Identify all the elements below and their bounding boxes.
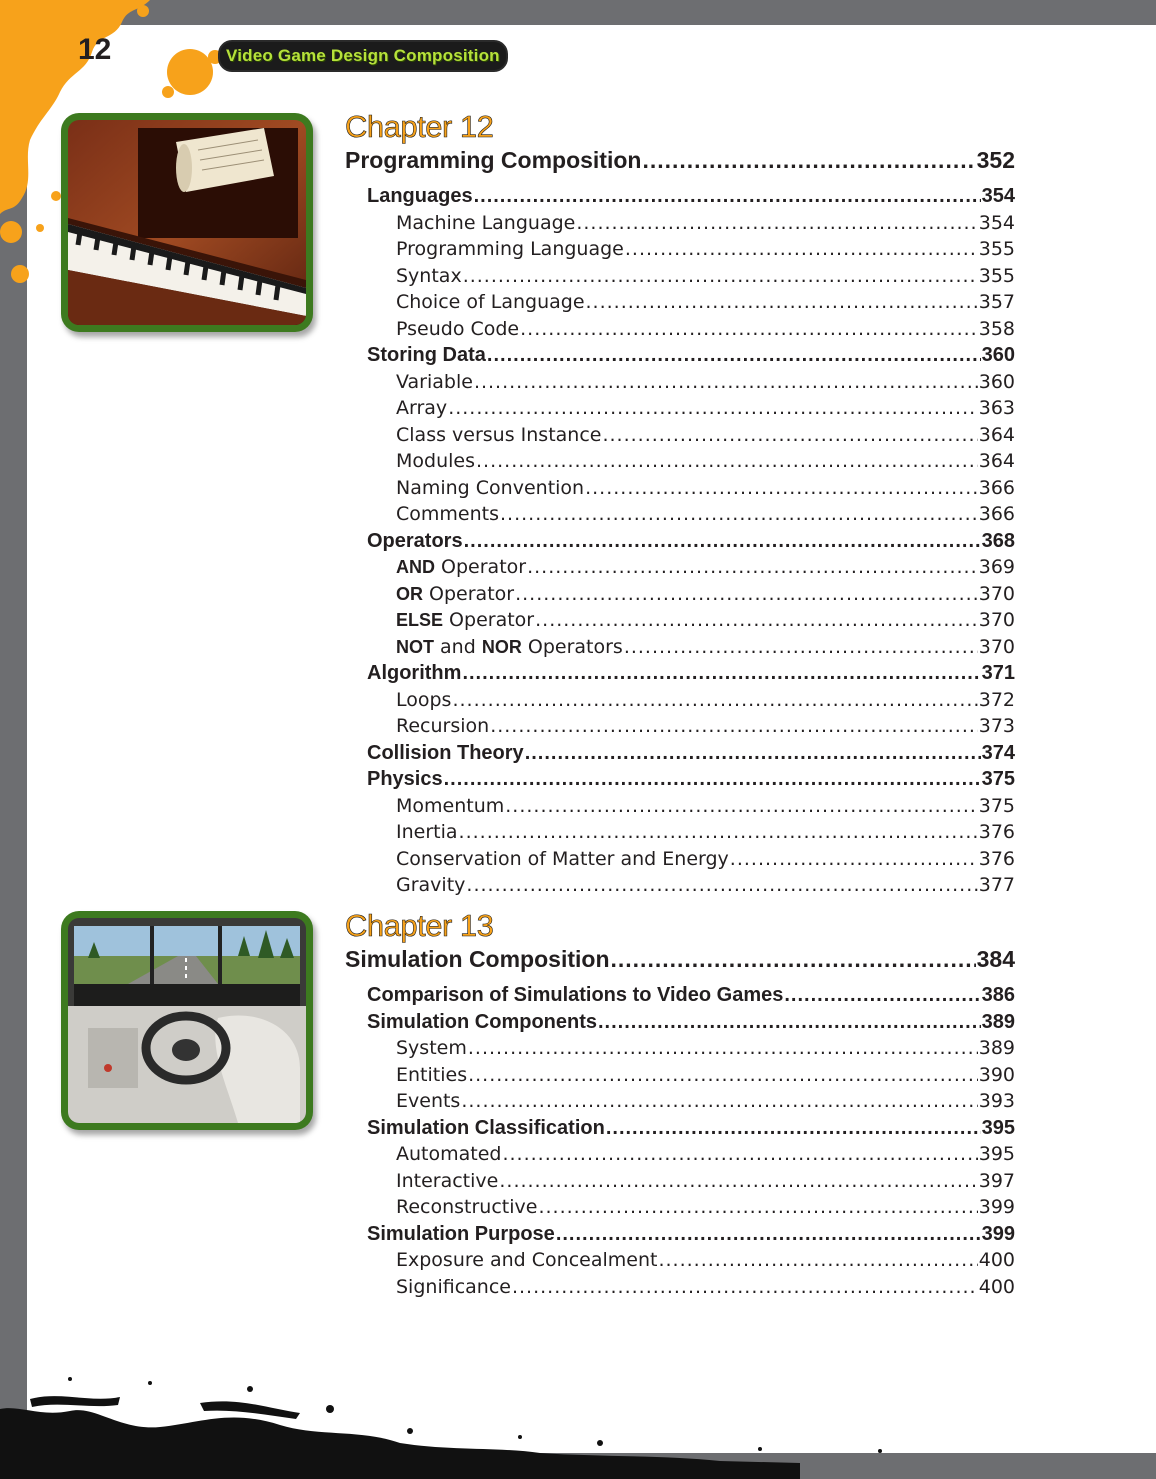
- toc-entry-title: [396, 369, 473, 396]
- toc-entry-page: 370: [978, 582, 1015, 605]
- toc-entry-text: Modules: [396, 450, 475, 472]
- toc-entry-page: 371: [981, 662, 1015, 684]
- toc-entry-text: Choice of Language: [396, 291, 585, 313]
- leader-dots: [624, 634, 978, 661]
- toc-entry-page: 357: [978, 291, 1015, 313]
- toc-subsection-row[interactable]: [345, 1088, 1015, 1115]
- toc-entry-title: [396, 1274, 511, 1301]
- toc-entry-page: 393: [978, 1090, 1015, 1112]
- toc-entry-text: Algorithm: [367, 662, 462, 684]
- leader-dots: [461, 1088, 977, 1115]
- leader-dots: [625, 236, 978, 263]
- leader-dots: [487, 342, 981, 369]
- toc-entry-page: 377: [978, 874, 1015, 896]
- toc-entry-text: Simulation Purpose: [367, 1222, 555, 1245]
- toc-entry-page: 389: [978, 1037, 1015, 1059]
- toc-entry-text: Conservation of Matter and Energy: [396, 847, 729, 870]
- leader-dots: [535, 607, 978, 634]
- toc-entry-title: [396, 819, 458, 846]
- leader-dots: [500, 501, 978, 528]
- toc-entry-title: [367, 766, 443, 793]
- toc-section-row[interactable]: [345, 1115, 1015, 1142]
- toc-entry-page: 360: [981, 344, 1015, 366]
- toc-subsection-row[interactable]: [345, 846, 1015, 873]
- toc-entry-page: 354: [981, 185, 1015, 207]
- toc-subsection-row[interactable]: [345, 713, 1015, 740]
- toc-subsection-row[interactable]: [345, 1274, 1015, 1301]
- toc-entry-page: 368: [981, 529, 1015, 552]
- toc-entry-page: 366: [978, 503, 1015, 525]
- toc-entry-text: System: [396, 1037, 467, 1059]
- leader-dots: [499, 1168, 977, 1195]
- toc-entry-text: Operator: [443, 609, 535, 631]
- leader-dots: [598, 1009, 981, 1036]
- toc-entry-title: [367, 528, 463, 555]
- operator-keyword: OR: [396, 583, 423, 604]
- driving-simulator-image: [68, 918, 306, 1123]
- toc-subsection-row[interactable]: [345, 1194, 1015, 1221]
- leader-dots: [476, 448, 978, 475]
- toc-entry-page: 399: [981, 1222, 1015, 1245]
- toc-entry-title: [396, 1194, 537, 1221]
- toc-entry-text: and: [434, 635, 482, 658]
- toc-subsection-row[interactable]: [345, 289, 1015, 316]
- toc-entry-text: Variable: [396, 370, 473, 393]
- toc-entry-title: [396, 634, 623, 661]
- toc-entry-title: [396, 1141, 501, 1168]
- toc-entry-page: 358: [978, 317, 1015, 340]
- leader-dots: [538, 1194, 977, 1221]
- toc-entry-title: [396, 395, 447, 422]
- toc-entry-title: [396, 713, 489, 740]
- toc-section-row[interactable]: [345, 660, 1015, 687]
- toc-entry-text: Syntax: [396, 264, 462, 287]
- toc-entry-text: Events: [396, 1090, 461, 1112]
- chapter-12-entries: [345, 177, 1015, 899]
- toc-entry-page: 397: [978, 1169, 1015, 1192]
- chapter-12-page: 352: [976, 147, 1015, 173]
- toc-entry-page: 355: [978, 264, 1015, 287]
- leader-dots: [474, 183, 981, 210]
- toc-entry-title: [396, 872, 465, 899]
- toc-subsection-row[interactable]: [345, 554, 1015, 581]
- toc-entry-page: 370: [978, 609, 1015, 631]
- leader-dots: [466, 872, 977, 899]
- toc-subsection-row[interactable]: [345, 263, 1015, 290]
- toc-entry-text: Automated: [396, 1143, 502, 1165]
- leader-dots: [602, 422, 977, 449]
- toc-entry-page: 376: [978, 821, 1015, 843]
- toc-entry-title: [367, 183, 473, 210]
- toc-subsection-row[interactable]: [345, 687, 1015, 714]
- toc-subsection-row[interactable]: [345, 1168, 1015, 1195]
- chapter-13-page: 384: [976, 946, 1015, 972]
- toc-entry-text: Languages: [367, 185, 473, 207]
- toc-entry-text: Storing Data: [367, 344, 486, 366]
- toc-entry-text: Recursion: [396, 715, 490, 737]
- leader-dots: [658, 1247, 977, 1274]
- leader-dots: [474, 369, 978, 396]
- toc-entry-text: Machine Language: [396, 211, 576, 234]
- toc-entry-page: 372: [978, 688, 1015, 711]
- toc-entry-title: [396, 581, 514, 608]
- toc-entry-page: 373: [978, 715, 1015, 737]
- toc-entry-text: Simulation Classification: [367, 1116, 605, 1139]
- toc-subsection-row[interactable]: [345, 1035, 1015, 1062]
- leader-dots: [452, 687, 977, 714]
- toc-entry-text: Loops: [396, 688, 452, 711]
- chapter-12-title: Programming Composition: [345, 147, 642, 173]
- toc-section-row[interactable]: [345, 1009, 1015, 1036]
- toc-entry-page: 369: [978, 556, 1015, 578]
- toc-entry-title: [367, 1221, 555, 1248]
- leader-dots: [515, 581, 978, 608]
- toc-entry-text: Programming Language: [396, 238, 624, 260]
- toc-entry-page: 395: [978, 1143, 1015, 1165]
- operator-keyword: NOR: [481, 636, 522, 657]
- toc-entry-title: [367, 1009, 597, 1036]
- toc-entry-title: [396, 554, 526, 581]
- toc-section-row[interactable]: [345, 982, 1015, 1009]
- toc-entry-title: [396, 422, 601, 449]
- toc-entry-title: [396, 448, 475, 475]
- toc-entry-page: 364: [978, 450, 1015, 472]
- toc-entry-title: [396, 793, 504, 820]
- toc-entry-text: Exposure and Concealment: [396, 1249, 658, 1271]
- toc-entry-page: 386: [981, 984, 1015, 1006]
- leader-dots: [448, 395, 978, 422]
- toc-entry-text: Array: [396, 397, 448, 419]
- toc-subsection-row[interactable]: [345, 1062, 1015, 1089]
- toc-entry-text: Class versus Instance: [396, 423, 602, 446]
- toc-entry-title: [396, 1062, 467, 1089]
- toc-section-row[interactable]: [345, 740, 1015, 767]
- toc-entry-page: 390: [978, 1063, 1015, 1086]
- toc-entry-page: 400: [978, 1249, 1015, 1271]
- toc-entry-page: 366: [978, 476, 1015, 499]
- toc-entry-title: [396, 316, 519, 343]
- leader-dots: [502, 1141, 977, 1168]
- toc-entry-title: [396, 846, 729, 873]
- operator-keyword: AND: [396, 557, 435, 577]
- toc-entry-text: Gravity: [396, 874, 466, 896]
- toc-subsection-row[interactable]: [345, 210, 1015, 237]
- toc-entry-title: [396, 607, 534, 634]
- toc-entry-text: Significance: [396, 1275, 511, 1298]
- player-piano-image: [68, 120, 306, 325]
- toc-subsection-row[interactable]: [345, 369, 1015, 396]
- leader-dots: [642, 144, 975, 177]
- chapter-12-label: Chapter 12: [345, 109, 494, 144]
- toc-entry-page: 376: [978, 847, 1015, 870]
- toc-entry-text: Inertia: [396, 821, 458, 843]
- toc-section-row[interactable]: [345, 342, 1015, 369]
- toc-entry-title: [396, 1168, 498, 1195]
- toc-subsection-row[interactable]: [345, 607, 1015, 634]
- leader-dots: [464, 528, 981, 555]
- toc-subsection-row[interactable]: [345, 236, 1015, 263]
- toc-entry-text: Entities: [396, 1063, 468, 1086]
- toc-entry-text: Physics: [367, 768, 443, 790]
- toc-entry-title: [396, 501, 499, 528]
- toc-entry-title: [367, 342, 486, 369]
- toc-entry-text: Simulation Components: [367, 1010, 597, 1033]
- toc-entry-text: Reconstructive: [396, 1196, 538, 1218]
- leader-dots: [490, 713, 978, 740]
- toc-entry-page: 364: [978, 423, 1015, 446]
- toc-entry-page: 355: [978, 238, 1015, 260]
- toc-section-row[interactable]: [345, 1221, 1015, 1248]
- leader-dots: [611, 943, 976, 976]
- toc-subsection-row[interactable]: [345, 581, 1015, 608]
- toc-subsection-row[interactable]: [345, 422, 1015, 449]
- toc-entry-text: Interactive: [396, 1169, 499, 1192]
- toc-section-row[interactable]: [345, 766, 1015, 793]
- leader-dots: [606, 1115, 981, 1142]
- toc-entry-text: Comments: [396, 503, 499, 525]
- toc-section-row[interactable]: [345, 528, 1015, 555]
- toc-entry-page: 363: [978, 397, 1015, 419]
- leader-dots: [444, 766, 981, 793]
- leader-dots: [585, 475, 978, 502]
- toc-subsection-row[interactable]: [345, 1141, 1015, 1168]
- toc-subsection-row[interactable]: [345, 793, 1015, 820]
- toc-entry-text: Pseudo Code: [396, 317, 520, 340]
- toc-entry-title: [396, 1247, 657, 1274]
- toc-subsection-row[interactable]: [345, 819, 1015, 846]
- black-grunge-border: [0, 1339, 1156, 1479]
- chapter-12-contents: [345, 110, 1015, 899]
- book-title: Video Game Design Composition: [226, 46, 500, 65]
- toc-entry-page: 370: [978, 635, 1015, 658]
- toc-entry-page: 374: [981, 741, 1015, 764]
- leader-dots: [527, 554, 978, 581]
- toc-entry-text: Momentum: [396, 794, 505, 817]
- book-title-badge: [218, 40, 508, 72]
- toc-subsection-row[interactable]: [345, 634, 1015, 661]
- leader-dots: [556, 1221, 981, 1248]
- toc-entry-title: [367, 660, 461, 687]
- toc-entry-page: 399: [978, 1196, 1015, 1218]
- toc-subsection-row[interactable]: [345, 448, 1015, 475]
- chapter-12-title-row[interactable]: [345, 144, 1015, 177]
- toc-entry-title: [367, 740, 524, 767]
- toc-subsection-row[interactable]: [345, 395, 1015, 422]
- toc-entry-title: [396, 1035, 467, 1062]
- toc-entry-title: [396, 210, 575, 237]
- toc-entry-title: [367, 1115, 605, 1142]
- toc-entry-text: Naming Convention: [396, 476, 585, 499]
- chapter-12-photo: [61, 113, 313, 332]
- chapter-13-label: Chapter 13: [345, 908, 494, 943]
- leader-dots: [730, 846, 978, 873]
- toc-entry-page: 400: [978, 1275, 1015, 1298]
- toc-entry-title: [367, 982, 783, 1009]
- toc-subsection-row[interactable]: [345, 475, 1015, 502]
- chapter-13-photo: [61, 911, 313, 1130]
- leader-dots: [784, 982, 980, 1009]
- toc-entry-page: 389: [981, 1010, 1015, 1033]
- chapter-13-entries: [345, 976, 1015, 1300]
- toc-entry-page: 375: [981, 768, 1015, 790]
- toc-entry-title: [396, 475, 584, 502]
- leader-dots: [459, 819, 978, 846]
- toc-entry-page: 375: [978, 794, 1015, 817]
- operator-keyword: ELSE: [396, 610, 444, 630]
- toc-subsection-row[interactable]: [345, 501, 1015, 528]
- leader-dots: [576, 210, 977, 237]
- chapter-13-title-row[interactable]: [345, 943, 1015, 976]
- page-number: 12: [78, 33, 112, 66]
- toc-entry-title: [396, 289, 585, 316]
- toc-entry-text: Operator: [423, 582, 515, 605]
- toc-entry-text: Operators: [521, 635, 623, 658]
- toc-entry-text: Collision Theory: [367, 741, 524, 764]
- leader-dots: [525, 740, 981, 767]
- chapter-13-title: Simulation Composition: [345, 946, 610, 972]
- toc-entry-page: 360: [978, 370, 1015, 393]
- leader-dots: [520, 316, 978, 343]
- leader-dots: [586, 289, 978, 316]
- toc-entry-page: 395: [981, 1116, 1015, 1139]
- toc-entry-text: Operators: [367, 529, 463, 552]
- toc-entry-text: Comparison of Simulations to Video Games: [367, 984, 784, 1006]
- leader-dots: [512, 1274, 978, 1301]
- toc-entry-title: [396, 263, 462, 290]
- leader-dots: [462, 660, 980, 687]
- chapter-13-contents: [345, 909, 1015, 1300]
- toc-subsection-row[interactable]: [345, 872, 1015, 899]
- toc-entry-title: [396, 687, 451, 714]
- toc-entry-title: [396, 236, 624, 263]
- toc-entry-title: [396, 1088, 460, 1115]
- leader-dots: [468, 1062, 978, 1089]
- toc-subsection-row[interactable]: [345, 316, 1015, 343]
- toc-section-row[interactable]: [345, 183, 1015, 210]
- toc-entry-text: Operator: [435, 556, 527, 578]
- toc-entry-page: 354: [978, 211, 1015, 234]
- operator-keyword: NOT: [396, 636, 434, 657]
- leader-dots: [463, 263, 978, 290]
- leader-dots: [505, 793, 977, 820]
- toc-subsection-row[interactable]: [345, 1247, 1015, 1274]
- leader-dots: [468, 1035, 978, 1062]
